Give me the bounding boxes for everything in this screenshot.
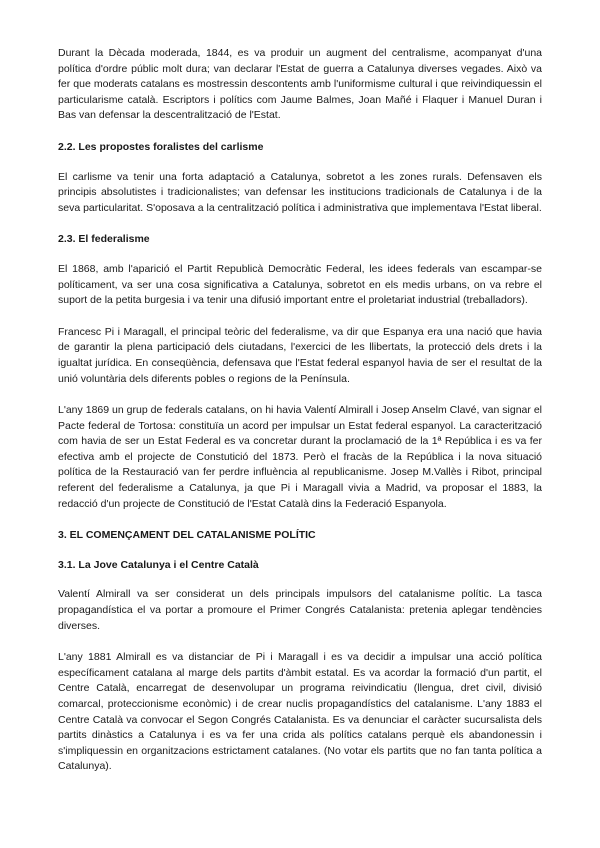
paragraph-decada-moderada: Durant la Dècada moderada, 1844, es va produir un augment del centralisme, acompanyat d'una política d'ordre públic molt dura; van declarar l'Estat de guerra a Catalunya diverses vegades. Això va fer que moderats catalans es mostressin descontents amb l'uniformisme cultural i que reivindiquessin el particularisme català. Escriptors i polítics com Jaume Balmes, Joan Mañé i Flaquer i Manuel Duran i Bas van defensar la descentralització de l'Estat. bbox=[58, 47, 542, 122]
paragraph-1868: El 1868, amb l'aparició el Partit Republicà Democràtic Federal, les idees federals van escampar-se políticament, va ser una cosa significativa a Catalunya, sobretot en els medis urbans, on va rebre el suport de la petita burgesia i va tenir una difusió important entre el proletariat industrial (treballadors). bbox=[58, 262, 542, 307]
paragraph-almirall: Valentí Almirall va ser considerat un dels principals impulsors del catalanisme polític. La tasca propagandística el va portar a promoure el Primer Congrés Catalanista: pretenia aplegar tendències diverses. bbox=[58, 588, 542, 632]
paragraph-1869: L'any 1869 un grup de federals catalans, on hi havia Valentí Almirall i Josep Anselm Clavé, van signar el Pacte federal de Tortosa: constituïa un acord per impulsar un Estat federal espanyol. La caracterització com havia de ser un Estat Federal es va concretar durant la proclamació de la 1ª República i es va fer efectiva amb el projecte de Constutició del 1873. Però el fracàs de la República i la nova situació política de la Restauració van fer perdre influència al republicanisme. Josep M.Vallès i Ribot, principal referent del federalisme a Catalunya, ja que Pi i Maragall vivia a Madrid, va proposar el 1883, la redacció d'un projecte de Constitució de l'Estat Català dins la Federació Espanyola. bbox=[58, 404, 542, 510]
heading-catalanisme-politic: 3. EL COMENÇAMENT DEL CATALANISME POLÍTIC bbox=[58, 529, 316, 542]
heading-federalisme: 2.3. El federalisme bbox=[58, 233, 150, 246]
heading-jove-catalunya: 3.1. La Jove Catalunya i el Centre Català bbox=[58, 558, 259, 571]
document-page bbox=[58, 46, 542, 775]
paragraph-pi-i-maragall: Francesc Pi i Maragall, el principal teòric del federalisme, va dir que Espanya era una nació que havia de garantir la plena participació dels ciutadans, l'exercici de les llibertats, la protecció dels drets i la igualtat jurídica. En conseqüència, defensava que l'Estat federal espanyol havia de ser el resultat de la unió voluntària dels diferents pobles o regions de la Península. bbox=[58, 325, 542, 385]
heading-carlisme: 2.2. Les propostes foralistes del carlisme bbox=[58, 140, 264, 153]
paragraph-carlisme: El carlisme va tenir una forta adaptació a Catalunya, sobretot a les zones rurals. Defensaven els principis absolutistes i tradicionalistes; van defensar les institucions tradicionals de Catalunya i de la seva particularitat. S'oposava a la centralització política i administrativa que implementava l'Estat liberal. bbox=[58, 170, 542, 214]
paragraph-1881: L'any 1881 Almirall es va distanciar de Pi i Maragall i es va decidir a impulsar una acció política específicament catalana al marge dels partits d'àmbit estatal. Es va acordar la formació d'un partit, el Centre Català, encarregat de desenvolupar un programa reivindicatiu (llengua, dret civil, divisió comarcal, proteccionisme econòmic) i de crear nuclis propagandístics del catalanisme. L'any 1883 el Centre Català va convocar el Segon Congrés Catalanista. Es va denunciar el caràcter sucursalista dels partits dinàstics a Catalunya i es va fer una crida als polítics catalans perquè els abandonessin i s'impliquessin en organitzacions estrictament catalanes. (No votar els partits que no fan tanta política a Catalunya). bbox=[58, 651, 542, 773]
